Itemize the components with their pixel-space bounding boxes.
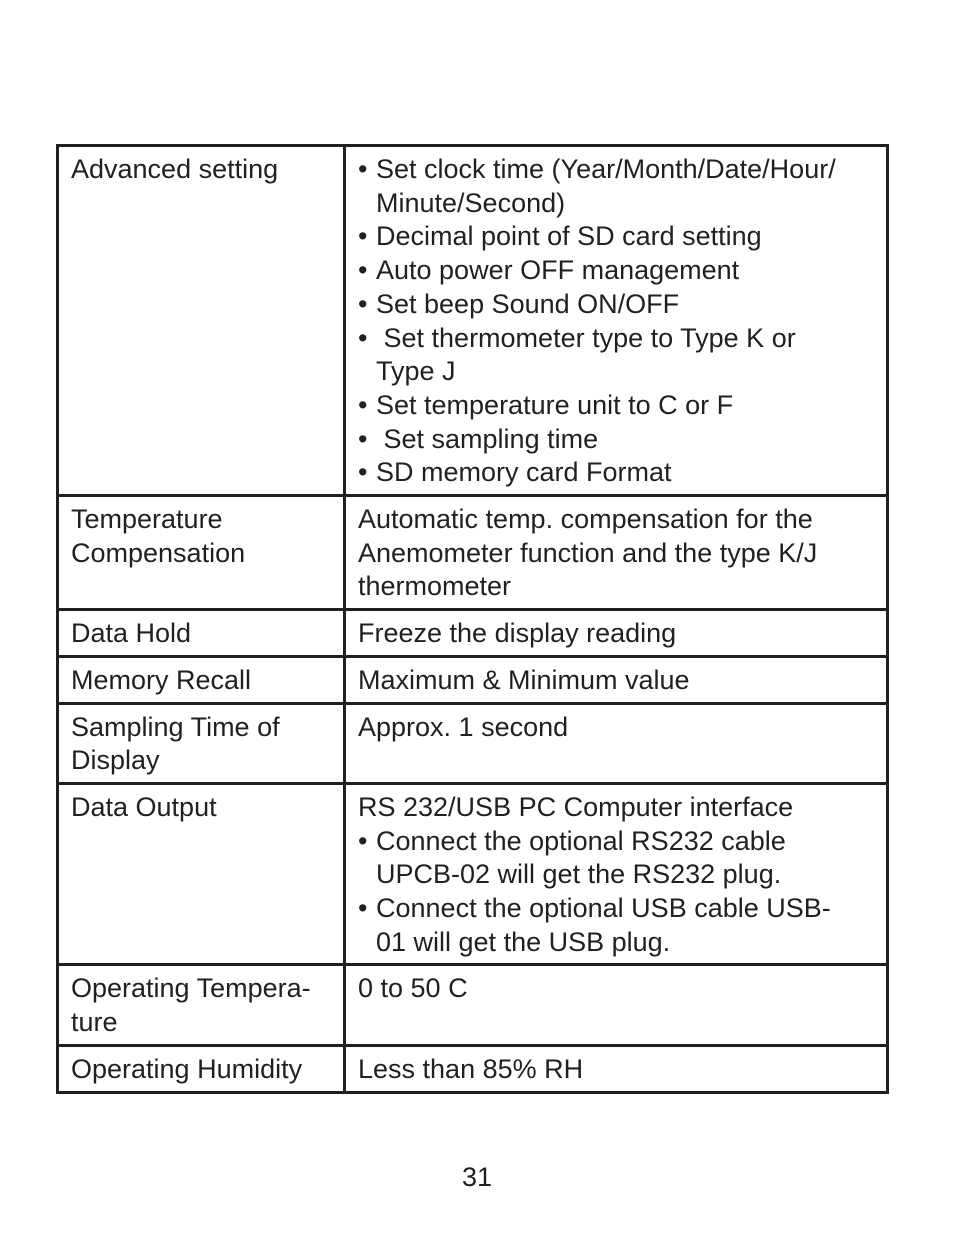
bullet-icon: • <box>358 322 368 353</box>
spec-label-line: Operating Tempera- <box>71 973 311 1004</box>
spec-label-line: Compensation <box>71 537 246 568</box>
spec-value-line: Approx. 1 second <box>358 711 569 742</box>
spec-label-line: Operating Humidity <box>71 1053 303 1084</box>
bullet-text-line: Connect the optional USB cable USB- <box>376 893 831 924</box>
spec-value-cell <box>345 146 888 496</box>
bullet-item <box>358 892 876 959</box>
spec-value-line: Maximum & Minimum value <box>358 664 690 695</box>
spec-value-cell <box>345 703 888 783</box>
spec-label-cell <box>58 783 345 965</box>
bullet-icon: • <box>358 288 368 319</box>
bullet-item <box>358 153 876 220</box>
specification-table <box>56 144 889 1094</box>
bullet-text-line: Type J <box>376 356 456 387</box>
bullet-item <box>358 456 876 490</box>
bullet-text-line: 01 will get the USB plug. <box>376 926 671 957</box>
bullet-icon: • <box>358 457 368 488</box>
bullet-text-line: Set temperature unit to C or F <box>376 389 734 420</box>
spec-label-cell <box>58 1045 345 1092</box>
bullet-icon: • <box>358 389 368 420</box>
table-row <box>58 656 888 703</box>
bullet-icon: • <box>358 423 368 454</box>
bullet-item <box>358 322 876 389</box>
bullet-item <box>358 389 876 423</box>
table-row <box>58 496 888 610</box>
bullet-text-line: Set beep Sound ON/OFF <box>376 288 680 319</box>
bullet-icon: • <box>358 825 368 856</box>
bullet-item <box>358 254 876 288</box>
spec-value-line: Freeze the display reading <box>358 618 677 649</box>
bullet-text-line: Decimal point of SD card setting <box>376 221 762 252</box>
spec-label-line: Temperature <box>71 504 223 535</box>
spec-value-cell <box>345 610 888 657</box>
spec-label-line: Display <box>71 745 160 776</box>
bullet-item <box>358 423 876 457</box>
table-row <box>58 783 888 965</box>
spec-label-line: ture <box>71 1007 118 1038</box>
spec-label-cell <box>58 703 345 783</box>
spec-value-line: thermometer <box>358 571 512 602</box>
spec-label-cell <box>58 610 345 657</box>
spec-value-line: RS 232/USB PC Computer interface <box>358 791 794 822</box>
spec-value-cell <box>345 656 888 703</box>
table-row <box>58 146 888 496</box>
bullet-text-line: Minute/Second) <box>376 187 566 218</box>
spec-value-line: Less than 85% RH <box>358 1053 584 1084</box>
spec-value-line: 0 to 50 C <box>358 973 468 1004</box>
spec-label-line: Data Hold <box>71 618 192 649</box>
table-row <box>58 1045 888 1092</box>
table-row <box>58 610 888 657</box>
spec-label-cell <box>58 656 345 703</box>
specification-table-body <box>58 146 888 1093</box>
spec-label-line: Data Output <box>71 791 217 822</box>
bullet-icon: • <box>358 221 368 252</box>
bullet-item <box>358 220 876 254</box>
bullet-item <box>358 825 876 892</box>
spec-label-line: Advanced setting <box>71 154 279 184</box>
spec-label-cell <box>58 496 345 610</box>
bullet-icon: • <box>358 154 368 184</box>
page-number: 31 <box>461 1162 493 1192</box>
spec-value-cell <box>345 965 888 1045</box>
spec-value-cell <box>345 1045 888 1092</box>
spec-label-line: Memory Recall <box>71 664 252 695</box>
spec-label-cell <box>58 146 345 496</box>
spec-label-line: Sampling Time of <box>71 711 280 742</box>
bullet-text-line: SD memory card Format <box>376 457 672 488</box>
table-row <box>58 703 888 783</box>
bullet-text-line: Set sampling time <box>376 423 599 454</box>
bullet-text-line: Set clock time (Year/Month/Date/Hour/ <box>376 154 836 184</box>
spec-value-cell <box>345 783 888 965</box>
bullet-item <box>358 288 876 322</box>
bullet-icon: • <box>358 255 368 286</box>
spec-value-line: Anemometer function and the type K/J <box>358 537 818 568</box>
spec-value-line: Automatic temp. compensation for the <box>358 504 813 535</box>
bullet-text-line: Auto power OFF management <box>376 255 740 286</box>
spec-value-cell <box>345 496 888 610</box>
bullet-text-line: Connect the optional RS232 cable <box>376 825 786 856</box>
bullet-icon: • <box>358 893 368 924</box>
spec-label-cell <box>58 965 345 1045</box>
bullet-text-line: Set thermometer type to Type K or <box>376 322 796 353</box>
table-row <box>58 965 888 1045</box>
bullet-text-line: UPCB-02 will get the RS232 plug. <box>376 859 782 890</box>
